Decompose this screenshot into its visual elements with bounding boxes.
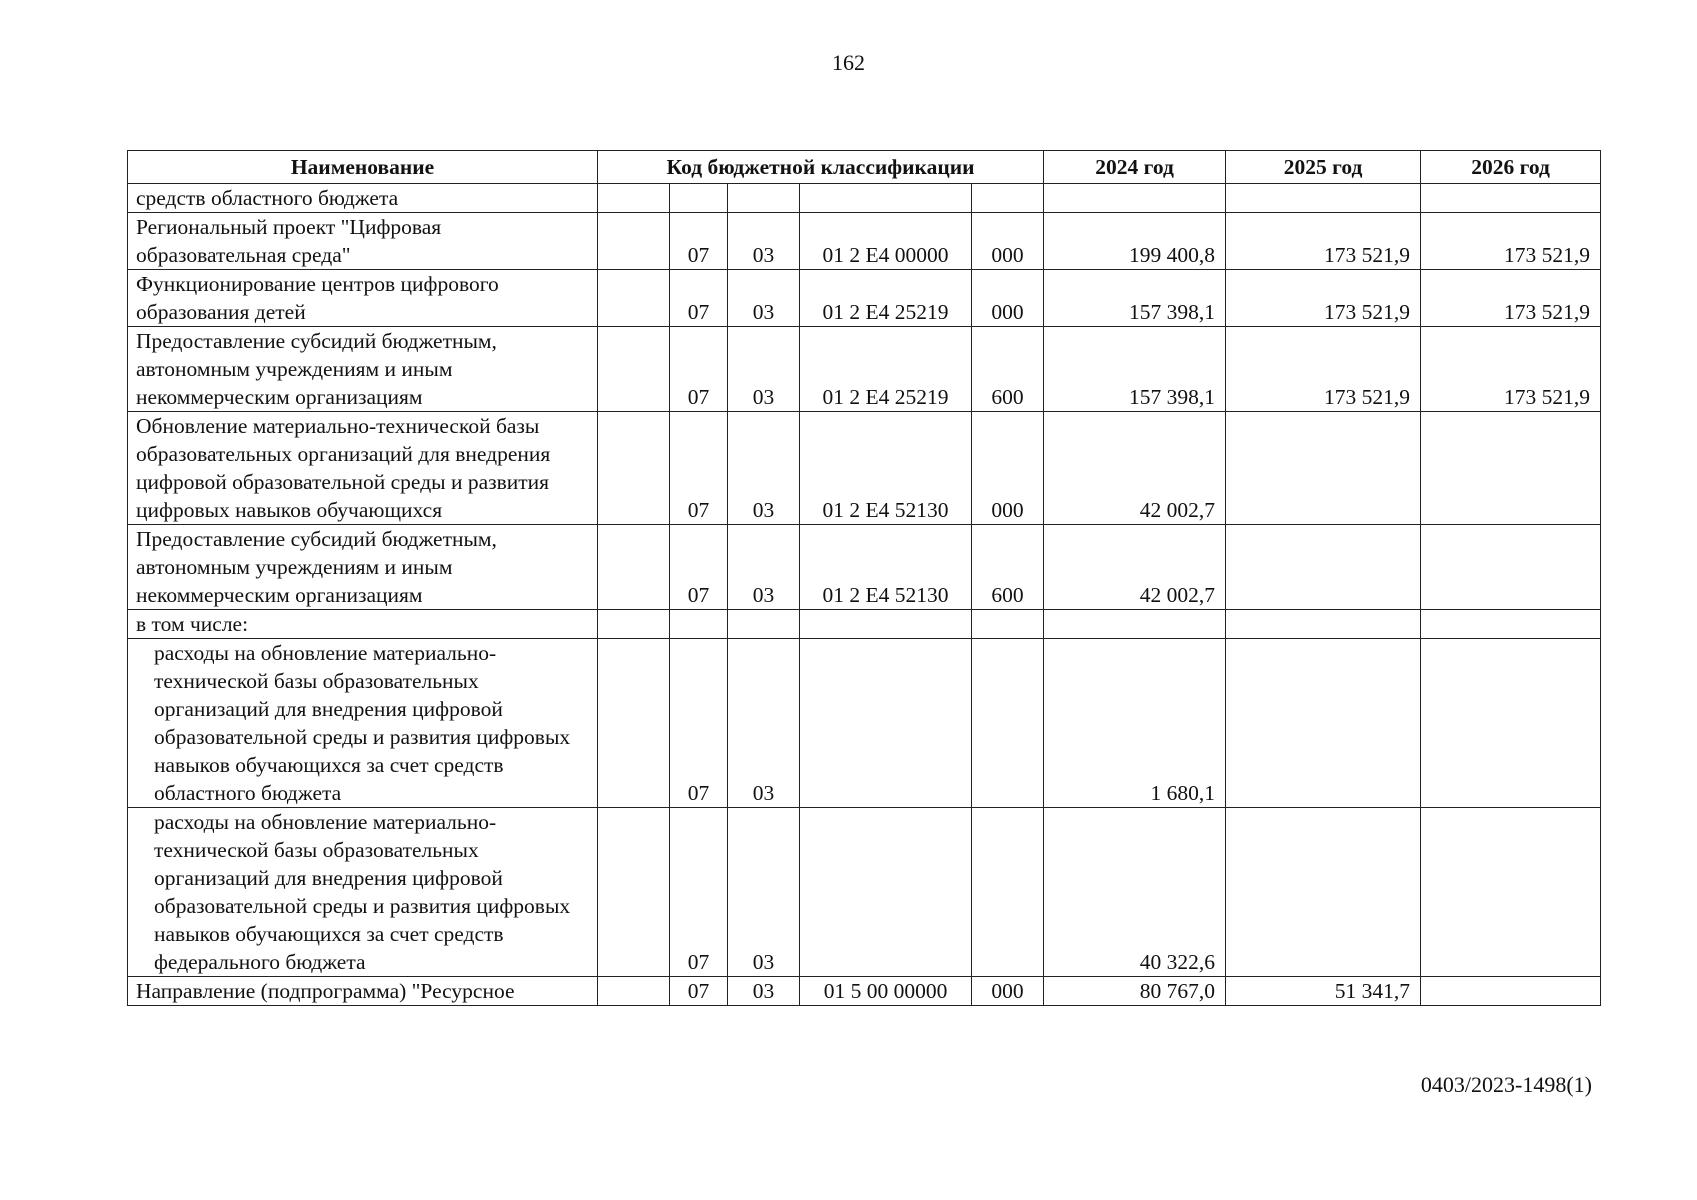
table-row <box>128 977 1601 1006</box>
value-2026 <box>1421 412 1601 525</box>
table-row <box>128 412 1601 525</box>
code-chapter: 07 <box>670 525 728 610</box>
row-name: в том числе: <box>128 610 598 639</box>
header-2024: 2024 год <box>1044 151 1226 184</box>
code-section <box>598 639 670 808</box>
code-expense-type: 000 <box>972 977 1044 1006</box>
value-2025: 173 521,9 <box>1226 213 1421 270</box>
page-number: 162 <box>832 50 865 75</box>
value-2026 <box>1421 639 1601 808</box>
code-target-article: 01 5 00 00000 <box>800 977 972 1006</box>
code-section <box>598 977 670 1006</box>
code-subsection: 03 <box>728 977 800 1006</box>
code-target-article: 01 2 E4 25219 <box>800 270 972 327</box>
code-section <box>598 525 670 610</box>
row-name: Предоставление субсидий бюджетным, автономным учреждениям и иным некоммерческим организациям <box>128 525 598 610</box>
code-expense-type: 000 <box>972 412 1044 525</box>
code-chapter <box>670 610 728 639</box>
table-body <box>128 184 1601 1006</box>
code-target-article: 01 2 E4 52130 <box>800 412 972 525</box>
value-2025: 51 341,7 <box>1226 977 1421 1006</box>
value-2025 <box>1226 808 1421 977</box>
value-2024: 157 398,1 <box>1044 327 1226 412</box>
code-target-article <box>800 610 972 639</box>
code-subsection <box>728 610 800 639</box>
value-2025: 173 521,9 <box>1226 327 1421 412</box>
table-row <box>128 525 1601 610</box>
table-row <box>128 610 1601 639</box>
code-expense-type: 000 <box>972 213 1044 270</box>
code-section <box>598 327 670 412</box>
value-2025 <box>1226 184 1421 213</box>
row-name: Обновление материально-технической базы образовательных организаций для внедрения цифровой образовательной среды и развития цифровых навыков обучающихся <box>128 412 598 525</box>
row-name: Функционирование центров цифрового образования детей <box>128 270 598 327</box>
code-target-article <box>800 808 972 977</box>
value-2024: 157 398,1 <box>1044 270 1226 327</box>
code-section <box>598 270 670 327</box>
code-subsection: 03 <box>728 525 800 610</box>
code-target-article <box>800 184 972 213</box>
budget-table <box>127 150 1601 1006</box>
value-2024: 42 002,7 <box>1044 525 1226 610</box>
value-2026 <box>1421 184 1601 213</box>
code-section <box>598 808 670 977</box>
value-2026: 173 521,9 <box>1421 327 1601 412</box>
value-2024 <box>1044 610 1226 639</box>
table-row <box>128 327 1601 412</box>
code-chapter: 07 <box>670 327 728 412</box>
code-expense-type <box>972 808 1044 977</box>
code-subsection: 03 <box>728 270 800 327</box>
code-expense-type <box>972 610 1044 639</box>
header-2025: 2025 год <box>1226 151 1421 184</box>
code-chapter: 07 <box>670 808 728 977</box>
value-2026 <box>1421 525 1601 610</box>
value-2025 <box>1226 639 1421 808</box>
code-chapter: 07 <box>670 977 728 1006</box>
value-2026 <box>1421 808 1601 977</box>
row-name: Региональный проект "Цифровая образовательная среда" <box>128 213 598 270</box>
row-name: расходы на обновление материально-технической базы образовательных организаций для внедрения цифровой образовательной среды и развития цифровых навыков обучающихся за счет средств областного бюджета <box>128 639 598 808</box>
row-name: расходы на обновление материально-технической базы образовательных организаций для внедрения цифровой образовательной среды и развития цифровых навыков обучающихся за счет средств федерального бюджета <box>128 808 598 977</box>
value-2024: 1 680,1 <box>1044 639 1226 808</box>
value-2025 <box>1226 412 1421 525</box>
code-subsection <box>728 184 800 213</box>
code-subsection: 03 <box>728 213 800 270</box>
code-section <box>598 412 670 525</box>
value-2025 <box>1226 610 1421 639</box>
table-row <box>128 213 1601 270</box>
code-chapter: 07 <box>670 270 728 327</box>
table-header-row <box>128 151 1601 184</box>
code-target-article: 01 2 E4 25219 <box>800 327 972 412</box>
code-subsection: 03 <box>728 808 800 977</box>
row-name: средств областного бюджета <box>128 184 598 213</box>
code-expense-type: 000 <box>972 270 1044 327</box>
code-expense-type: 600 <box>972 327 1044 412</box>
code-subsection: 03 <box>728 412 800 525</box>
value-2024 <box>1044 184 1226 213</box>
code-expense-type: 600 <box>972 525 1044 610</box>
row-name: Направление (подпрограмма) "Ресурсное <box>128 977 598 1006</box>
value-2026 <box>1421 977 1601 1006</box>
header-code: Код бюджетной классификации <box>598 151 1044 184</box>
value-2025: 173 521,9 <box>1226 270 1421 327</box>
code-chapter: 07 <box>670 639 728 808</box>
code-section <box>598 213 670 270</box>
value-2024: 42 002,7 <box>1044 412 1226 525</box>
code-chapter: 07 <box>670 412 728 525</box>
value-2024: 80 767,0 <box>1044 977 1226 1006</box>
table-row <box>128 270 1601 327</box>
value-2024: 40 322,6 <box>1044 808 1226 977</box>
code-expense-type <box>972 639 1044 808</box>
code-section <box>598 184 670 213</box>
code-target-article: 01 2 E4 52130 <box>800 525 972 610</box>
value-2026: 173 521,9 <box>1421 213 1601 270</box>
row-name: Предоставление субсидий бюджетным, автономным учреждениям и иным некоммерческим организациям <box>128 327 598 412</box>
table-row <box>128 639 1601 808</box>
code-subsection: 03 <box>728 639 800 808</box>
code-target-article <box>800 639 972 808</box>
value-2025 <box>1226 525 1421 610</box>
value-2026: 173 521,9 <box>1421 270 1601 327</box>
code-section <box>598 610 670 639</box>
code-target-article: 01 2 E4 00000 <box>800 213 972 270</box>
value-2024: 199 400,8 <box>1044 213 1226 270</box>
code-chapter: 07 <box>670 213 728 270</box>
code-chapter <box>670 184 728 213</box>
table-row <box>128 184 1601 213</box>
value-2026 <box>1421 610 1601 639</box>
header-name: Наименование <box>128 151 598 184</box>
table-row <box>128 808 1601 977</box>
code-subsection: 03 <box>728 327 800 412</box>
document-number: 0403/2023-1498(1) <box>1420 1072 1592 1097</box>
code-expense-type <box>972 184 1044 213</box>
header-2026: 2026 год <box>1421 151 1601 184</box>
